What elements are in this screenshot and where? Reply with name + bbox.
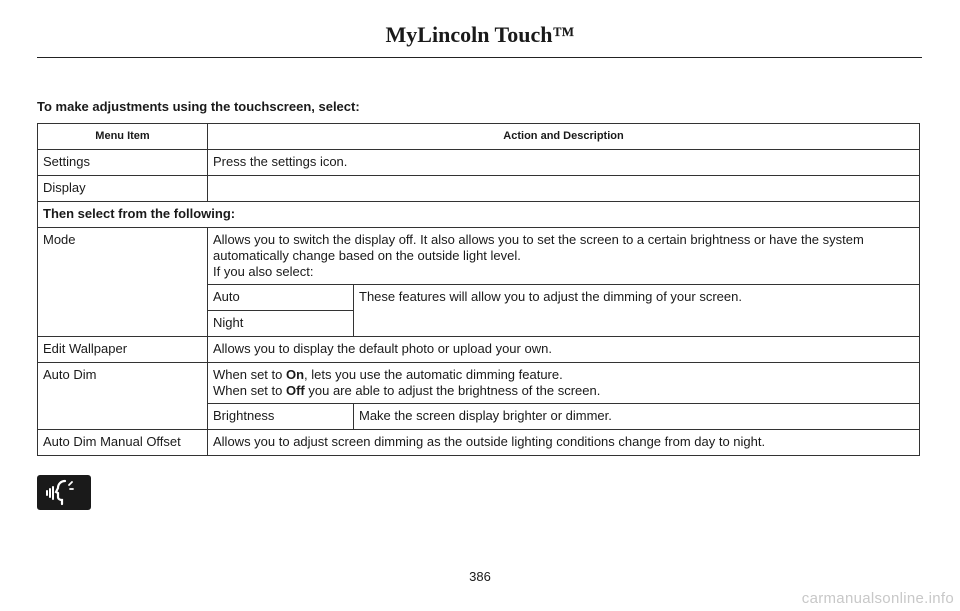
watermark: carmanualsonline.info [801,590,954,607]
column-header-menu-item: Menu Item [38,124,208,150]
table-row [38,228,920,285]
voice-command-icon [37,475,91,510]
sub-item-auto: Auto [208,285,354,311]
menu-item-auto-dim-offset: Auto Dim Manual Offset [38,430,208,456]
sub-item-brightness: Brightness [208,404,354,430]
table-row [38,150,920,176]
settings-table [37,123,920,456]
mode-also-select: If you also select: [213,264,314,279]
keyword-off: Off [285,383,305,398]
table-header-row [38,124,920,150]
keyword-on: On [285,367,305,382]
menu-item-display: Display [38,176,208,202]
menu-item-mode: Mode [38,228,208,337]
table-row [38,337,920,363]
action-display [208,176,920,202]
action-auto-dim [208,363,920,404]
menu-item-edit-wallpaper: Edit Wallpaper [38,337,208,363]
action-mode [208,228,920,285]
action-auto-night: These features will allow you to adjust the dimming of your screen. [354,285,920,337]
intro-text: To make adjustments using the touchscreen, select: [37,99,360,114]
column-header-action: Action and Description [208,124,920,150]
auto-dim-off-line: When set to Off you are able to adjust the brightness of the screen. [213,383,601,398]
action-auto-dim-offset: Allows you to adjust screen dimming as the outside lighting conditions change from day to night. [208,430,920,456]
page-number: 386 [469,569,491,584]
section-heading: Then select from the following: [38,202,920,228]
page-title: MyLincoln Touch™ [385,22,575,47]
table-row [38,363,920,404]
action-settings: Press the settings icon. [208,150,920,176]
action-edit-wallpaper: Allows you to display the default photo or upload your own. [208,337,920,363]
sub-item-night: Night [208,311,354,337]
auto-dim-on-line: When set to On, lets you use the automatic dimming feature. [213,367,563,382]
header-divider [37,57,922,58]
action-brightness: Make the screen display brighter or dimmer. [354,404,920,430]
menu-item-auto-dim: Auto Dim [38,363,208,430]
table-row [38,176,920,202]
menu-item-settings: Settings [38,150,208,176]
table-row [38,430,920,456]
table-row [38,202,920,228]
mode-description: Allows you to switch the display off. It also allows you to set the screen to a certain brightness or have the system automatically change based on the outside light level. [213,232,864,263]
